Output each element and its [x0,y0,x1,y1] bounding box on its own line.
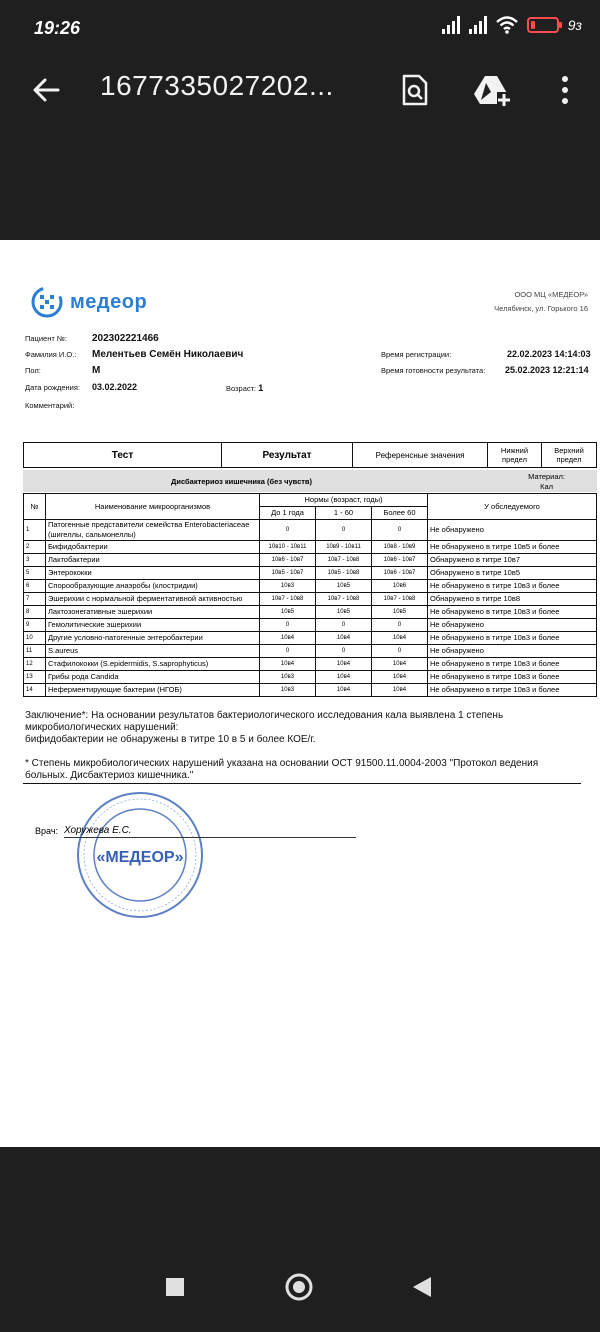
row-name: Спорообразующие анаэробы (клостридии) [46,580,260,593]
row-result: Обнаружено в титре 10в5 [428,567,597,580]
row-name: Гемолитические эшерихии [46,619,260,632]
conclusion-line-1: Заключение*: На основании результатов бактериологического исследования кала выявлена 1 степень [25,710,504,721]
row-result: Не обнаружено в титре 10в3 и более [428,658,597,671]
footnote [25,758,538,782]
row-num: 1 [24,520,46,541]
more-vert-icon[interactable] [545,70,585,110]
row-name: Патогенные представители семейства Enterobacteriaceae (шигеллы, сальмонеллы) [46,520,260,541]
row-result: Не обнаружено [428,645,597,658]
row-result: Обнаружено в титре 10в7 [428,554,597,567]
row-norm-a: 10в3 [260,580,316,593]
google-drive-add-icon[interactable] [472,70,512,110]
row-result: Не обнаружено [428,619,597,632]
row-name: Грибы рода Candida [46,671,260,684]
row-name: Неферментирующие бактерии (НГОБ) [46,684,260,697]
results-header-table [23,442,597,468]
row-num: 5 [24,567,46,580]
row-norm-a: 10в5 [260,606,316,619]
row-norm-c: 10в5 [372,606,428,619]
reg-label: Время регистрации: [381,350,452,359]
clinic-address: Челябинск, ул. Горького 16 [494,304,588,313]
patient-age-row [226,383,263,393]
reg-time: 22.02.2023 14:14:03 [507,349,591,359]
patient-id: 202302221466 [92,333,159,344]
col-num: № [24,494,46,520]
row-result: Не обнаружено в титре 10в3 и более [428,671,597,684]
row-num: 11 [24,645,46,658]
row-name: S.aureus [46,645,260,658]
medeor-logo-icon [30,285,64,319]
signal-icon [442,16,460,34]
row-norm-b: 10в4 [316,684,372,697]
col-low: Нижний предел [488,443,542,468]
table-row [24,580,597,593]
doctor-name: Хоружева Е.С. [64,825,132,836]
table-row [24,567,597,580]
search-document-icon[interactable] [395,70,435,110]
row-norm-b: 0 [316,645,372,658]
row-result: Не обнаружено в титре 10в3 и более [428,632,597,645]
row-norm-a: 0 [260,520,316,541]
patient-name-label: Фамилия И.О.: [25,350,77,359]
row-name: Эшерихии с нормальной ферментативной активностью [46,593,260,606]
col-test: Тест [24,443,222,468]
row-norm-a: 10в7 - 10в8 [260,593,316,606]
table-row [24,671,597,684]
footnote-line-1: * Степень микробиологических нарушений указана на основании ОСТ 91500.11.0004-2003 "Протокол ведения [25,758,539,769]
row-num: 9 [24,619,46,632]
square-icon[interactable] [160,1272,190,1302]
conclusion-line-2: микробиологических нарушений: [25,722,179,733]
ready-label: Время готовности результата: [381,366,486,375]
row-result: Не обнаружено в титре 10в3 и более [428,606,597,619]
table-row [24,619,597,632]
patient-dob: 03.02.2022 [92,382,138,392]
stamp-text: «МЕДЕОР» [96,849,184,866]
battery-icon [527,17,559,33]
logo-text: медеор [70,290,148,313]
table-row [24,541,597,554]
comment-label: Комментарий: [25,401,75,410]
row-name: Стафилококки (S.epidermidis, S.saprophyticus) [46,658,260,671]
material-value: Кал [540,482,554,491]
material-label: Материал: [528,472,565,481]
col-name: Наименование микроорганизмов [46,494,260,520]
row-norm-b: 10в7 - 10в8 [316,593,372,606]
row-norm-c: 10в8 - 10в9 [372,541,428,554]
row-norm-b: 10в4 [316,658,372,671]
row-name: Другие условно-патогенные энтеробактерии [46,632,260,645]
row-norm-a: 10в3 [260,684,316,697]
col-age-b: 1 - 60 [316,507,372,520]
row-name: Бифидобактерии [46,541,260,554]
row-norm-b: 10в7 - 10в8 [316,554,372,567]
row-norm-b: 10в4 [316,671,372,684]
file-title: 1677335027202... [100,70,334,101]
wifi-icon [496,16,518,34]
row-norm-c: 10в4 [372,671,428,684]
row-norm-a: 0 [260,619,316,632]
patient-name: Мелентьев Семён Николаевич [92,349,244,360]
clinic-logo [30,285,147,319]
circle-icon[interactable] [284,1272,314,1302]
row-norm-c: 0 [372,520,428,541]
patient-age-label: Возраст: [226,384,257,393]
divider [23,783,581,784]
row-num: 12 [24,658,46,671]
doctor-label: Врач: [35,826,59,836]
row-norm-b: 10в5 - 10в8 [316,567,372,580]
row-result: Не обнаружено в титре 10в3 и более [428,684,597,697]
app-toolbar [0,60,600,120]
conclusion [25,710,503,746]
table-row [24,520,597,541]
ready-time: 25.02.2023 12:21:14 [505,365,589,375]
triangle-back-icon[interactable] [407,1272,437,1302]
row-num: 8 [24,606,46,619]
row-num: 13 [24,671,46,684]
signal-icon-2 [469,16,487,34]
table-row [24,593,597,606]
ready-time-row [381,365,589,375]
patient-sex: М [92,365,101,376]
row-result: Обнаружено в титре 10в8 [428,593,597,606]
row-name: Энтерококки [46,567,260,580]
col-norms: Нормы (возраст, годы) [260,494,428,507]
footnote-line-2: больных. Дисбактериоз кишечника." [25,770,194,781]
row-name: Лактозонегативные эшерихии [46,606,260,619]
patient-id-row [25,333,159,344]
registration-time-row [381,349,591,359]
row-num: 2 [24,541,46,554]
row-num: 10 [24,632,46,645]
row-norm-b: 10в4 [316,632,372,645]
row-num: 7 [24,593,46,606]
row-norm-c: 10в7 - 10в8 [372,593,428,606]
row-norm-a: 10в6 - 10в7 [260,554,316,567]
row-result: Не обнаружено в титре 10в5 и более [428,541,597,554]
material-block [528,472,565,492]
navigation-bar [0,1240,600,1332]
row-norm-c: 10в6 [372,580,428,593]
status-bar [0,0,600,60]
table-row [24,658,597,671]
table-row [24,554,597,567]
row-num: 3 [24,554,46,567]
row-result: Не обнаружено [428,520,597,541]
patient-id-label: Пациент №: [25,334,68,343]
status-icons [442,16,582,34]
signature-line [64,837,356,838]
row-norm-b: 0 [316,619,372,632]
row-norm-c: 10в6 - 10в7 [372,554,428,567]
patient-name-row [25,349,244,360]
row-norm-c: 10в6 - 10в7 [372,567,428,580]
row-norm-b: 10в5 [316,606,372,619]
row-norm-a: 10в5 - 10в7 [260,567,316,580]
test-name: Дисбактериоз кишечника (без чувств) [171,477,313,486]
clinic-info [494,288,588,316]
row-norm-a: 10в3 [260,671,316,684]
col-age-a: До 1 года [260,507,316,520]
document-page[interactable] [0,240,600,1147]
patient-dob-row [25,382,138,392]
row-name: Лактобактерии [46,554,260,567]
row-norm-a: 10в4 [260,632,316,645]
col-res: У обследуемого [428,494,597,520]
col-age-c: Более 60 [372,507,428,520]
clinic-stamp-icon [75,790,205,920]
table-row [24,645,597,658]
col-result: Результат [222,443,353,468]
patient-sex-row [25,365,101,376]
table-row [24,606,597,619]
row-norm-a: 0 [260,645,316,658]
results-table [23,493,597,697]
row-num: 14 [24,684,46,697]
row-norm-c: 10в4 [372,632,428,645]
table-row [24,684,597,697]
row-norm-b: 0 [316,520,372,541]
patient-dob-label: Дата рождения: [25,383,80,392]
test-section-header [23,470,597,492]
conclusion-line-3: бифидобактерии не обнаружены в титре 10 в 5 и более КОЕ/г. [25,734,316,745]
row-norm-c: 0 [372,619,428,632]
row-num: 6 [24,580,46,593]
table-row [24,632,597,645]
col-high: Верхний предел [542,443,597,468]
row-norm-c: 10в4 [372,658,428,671]
row-norm-b: 10в5 [316,580,372,593]
row-norm-c: 10в4 [372,684,428,697]
clinic-name: ООО МЦ «МЕДЕОР» [514,290,588,299]
row-norm-a: 10в4 [260,658,316,671]
status-time: 19:26 [34,18,81,38]
arrow-left-icon[interactable] [26,70,66,110]
col-ref: Референсные значения [353,443,488,468]
patient-sex-label: Пол: [25,366,41,375]
patient-age: 1 [258,383,264,393]
row-norm-b: 10в9 - 10в11 [316,541,372,554]
battery-percent: 9з [567,17,582,33]
row-norm-c: 0 [372,645,428,658]
row-result: Не обнаружено в титре 10в3 и более [428,580,597,593]
row-norm-a: 10в10 - 10в11 [260,541,316,554]
